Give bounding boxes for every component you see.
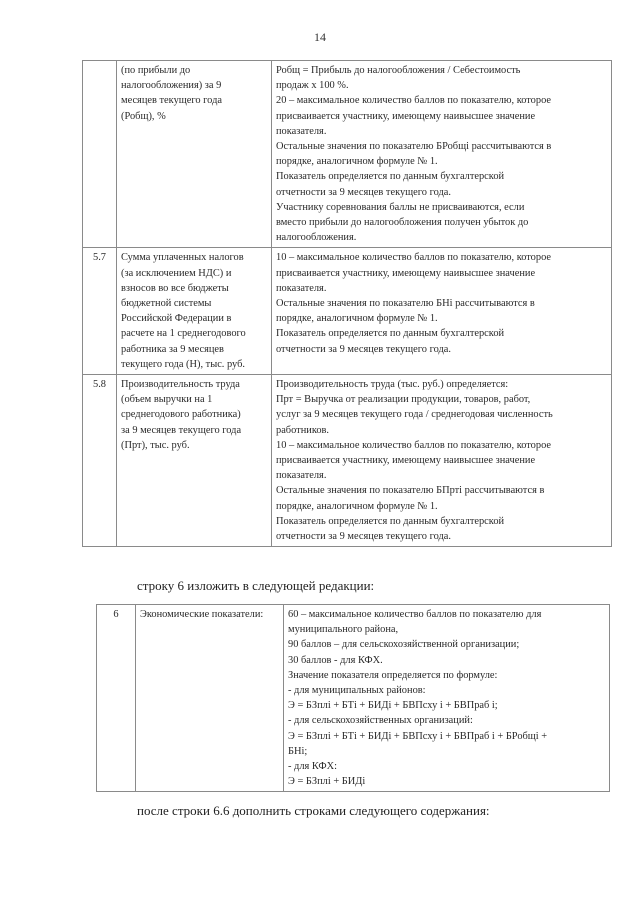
description-line: - для сельскохозяйственных организаций: [288, 715, 473, 727]
indicator-line: налогообложения) за 9 [121, 80, 222, 92]
indicator-cell [136, 605, 284, 792]
description-line: Показатель определяется по данным бухгалтерской [276, 515, 505, 527]
description-cell [272, 375, 612, 547]
indicator-line: взносов во все бюджеты [121, 282, 229, 294]
description-line: показателя. [276, 125, 327, 137]
indicator-line: расчете на 1 среднегодового [121, 328, 246, 340]
description-line: 60 – максимальное количество баллов по показателю для [288, 609, 542, 620]
table-row [83, 248, 612, 375]
description-line: Показатель определяется по данным бухгалтерской [276, 328, 505, 340]
table-row [83, 61, 612, 248]
description-line: 20 – максимальное количество баллов по показателю, которое [276, 95, 552, 107]
description-line: 30 баллов - для КФХ. [288, 654, 383, 666]
indicator-line: Экономические показатели: [140, 609, 264, 620]
amendment-text-after-6-6: после строки 6.6 дополнить строками следующего содержания: [137, 803, 490, 818]
description-line: продаж х 100 %. [276, 80, 349, 92]
description-line: 90 баллов – для сельскохозяйственной организации; [288, 639, 520, 651]
indicator-cell [117, 375, 272, 547]
description-cell [272, 248, 612, 375]
description-line: порядке, аналогичном формуле № 1. [276, 500, 438, 512]
description-line: показателя. [276, 282, 327, 294]
indicator-cell [117, 248, 272, 375]
description-line: Робщ = Прибыль до налогообложения / Себестоимость [276, 65, 521, 76]
indicator-line: (объем выручки на 1 [121, 394, 213, 406]
description-line: Показатель определяется по данным бухгалтерской [276, 171, 505, 183]
indicator-line: за 9 месяцев текущего года [121, 424, 242, 436]
amendment-text-row-6: строку 6 изложить в следующей редакции: [137, 578, 375, 593]
description-line: присваивается участнику, имеющему наивысшее значение [276, 110, 536, 122]
indicator-line: Российской Федерации в [121, 313, 232, 325]
description-line: Остальные значения по показателю БНі рассчитываются в [276, 298, 535, 310]
description-line: Э = БЗплі + БТі + БИДі + БВПсху і + БВПраб і + БРобщі + [288, 730, 548, 742]
description-line: порядке, аналогичном формуле № 1. [276, 313, 438, 325]
row-number: 5.8 [83, 375, 117, 547]
description-line: - для муниципальных районов: [288, 685, 426, 697]
description-line: Значение показателя определяется по формуле: [288, 669, 498, 681]
description-line: Остальные значения по показателю БРобщі рассчитываются в [276, 141, 552, 153]
description-line: услуг за 9 месяцев текущего года / среднегодовая численность [276, 409, 553, 421]
indicator-line: работника за 9 месяцев [121, 343, 224, 355]
row-number: 6 [97, 605, 136, 792]
indicator-line: (Робщ), % [121, 110, 166, 122]
description-line: присваивается участнику, имеющему наивысшее значение [276, 267, 536, 279]
description-line: Прт = Выручка от реализации продукции, товаров, работ, [276, 394, 531, 406]
description-line: Участнику соревнования баллы не присваиваются, если [276, 201, 525, 213]
description-line: вместо прибыли до налогообложения получен убыток до [276, 217, 529, 229]
indicator-line: бюджетной системы [121, 298, 212, 310]
description-line: показателя. [276, 470, 327, 482]
description-line: - для КФХ: [288, 761, 337, 773]
description-line: присваивается участнику, имеющему наивысшее значение [276, 455, 536, 467]
description-line: порядке, аналогичном формуле № 1. [276, 156, 438, 168]
indicator-line: Сумма уплаченных налогов [121, 252, 244, 264]
description-line: муниципального района, [288, 624, 399, 636]
indicator-cell [117, 61, 272, 248]
description-line: отчетности за 9 месяцев текущего года. [276, 186, 451, 198]
indicator-line: месяцев текущего года [121, 95, 222, 107]
description-line: отчетности за 9 месяцев текущего года. [276, 343, 451, 355]
description-line: 10 – максимальное количество баллов по показателю, которое [276, 252, 552, 264]
row-number: 5.7 [83, 248, 117, 375]
description-line: Э = БЗплі + БТі + БИДі + БВПсху і + БВПраб і; [288, 700, 498, 712]
table-row [97, 605, 610, 792]
description-line: 10 – максимальное количество баллов по показателю, которое [276, 439, 552, 451]
description-line: Остальные значения по показателю БПрті рассчитываются в [276, 485, 545, 497]
description-line: БНі; [288, 745, 308, 757]
indicator-line: (по прибыли до [121, 65, 191, 76]
indicator-line: текущего года (Н), тыс. руб. [121, 358, 246, 370]
table-row [83, 375, 612, 547]
description-line: работников. [276, 424, 330, 436]
row-number [83, 61, 117, 248]
description-cell [284, 605, 610, 792]
page-number: 14 [314, 30, 326, 44]
criteria-table-row-6 [96, 604, 610, 792]
indicator-line: (Прт), тыс. руб. [121, 439, 190, 451]
description-line: Э = БЗплі + БИДі [288, 776, 366, 788]
description-line: отчетности за 9 месяцев текущего года. [276, 531, 451, 543]
indicator-line: Производительность труда [121, 379, 240, 391]
description-line: Производительность труда (тыс. руб.) определяется: [276, 379, 509, 391]
criteria-table-continued [82, 60, 612, 547]
description-line: налогообложения. [276, 232, 357, 244]
indicator-line: (за исключением НДС) и [121, 267, 232, 279]
indicator-line: среднегодового работника) [121, 409, 241, 421]
description-cell [272, 61, 612, 248]
